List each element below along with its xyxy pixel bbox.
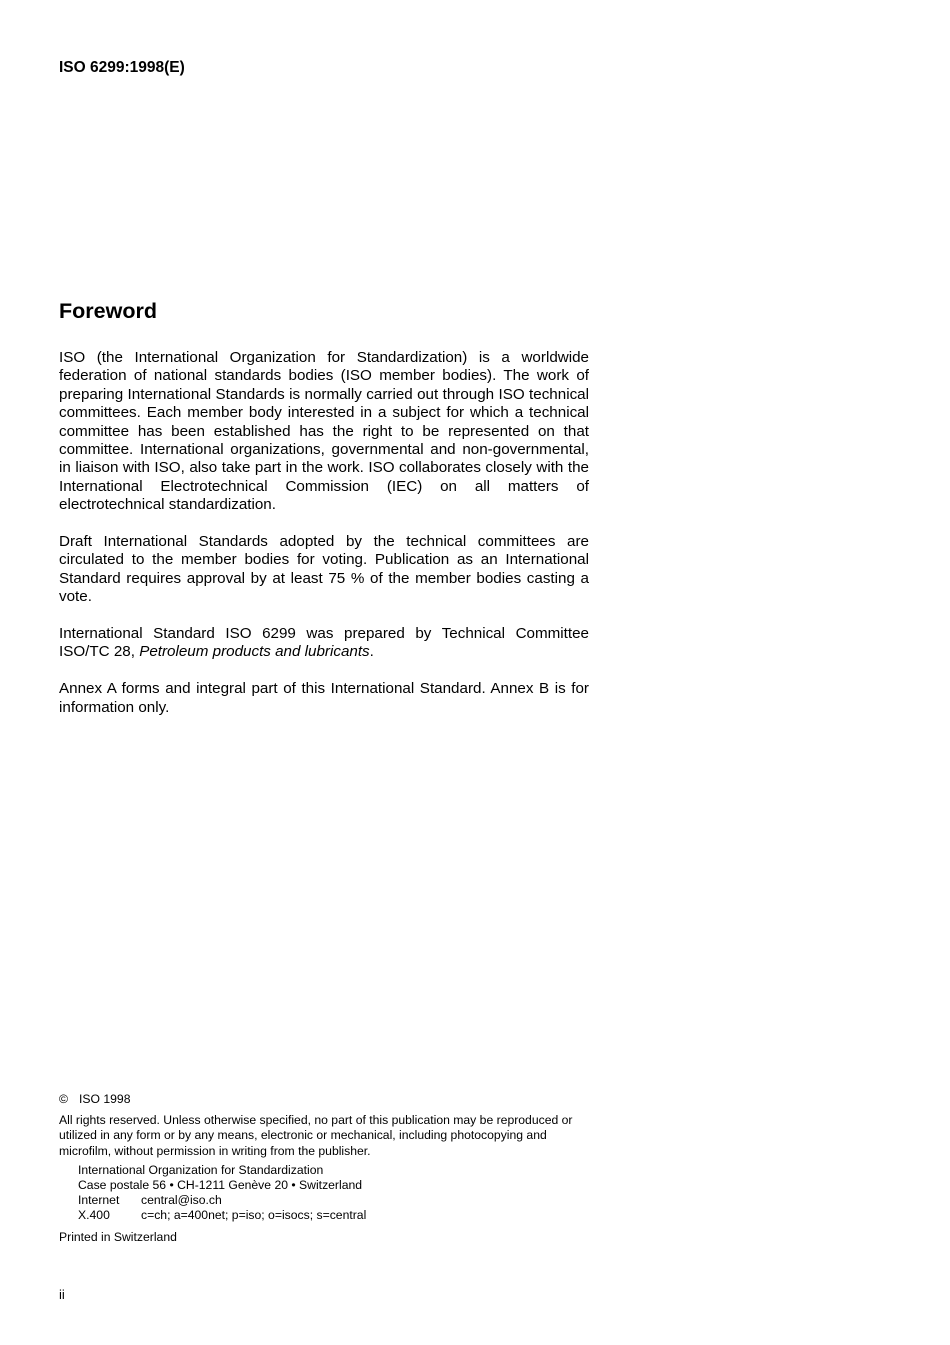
rights-notice: All rights reserved. Unless otherwise specified, no part of this publication may be reproduced or utilized in any form or by any means, electronic or mechanical, including photocopying and microfilm, without permission in writing from the publisher.	[59, 1113, 573, 1158]
foreword-paragraph-3	[59, 625, 589, 662]
copyright-line	[59, 1092, 591, 1107]
copyright-text: ISO 1998	[79, 1092, 131, 1106]
postal-address: Case postale 56 • CH-1211 Genève 20 • Switzerland	[78, 1178, 363, 1193]
printed-location: Printed in Switzerland	[59, 1229, 177, 1244]
x400-value: c=ch; a=400net; p=iso; o=isocs; s=central	[141, 1208, 367, 1223]
foreword-paragraph-4: Annex A forms and integral part of this International Standard. Annex B is for information only.	[59, 680, 589, 716]
foreword-paragraph-2: Draft International Standards adopted by the technical committees are circulated to the member bodies for voting. Publication as an International Standard requires approval by at least 75 % of the member bodies casting a vote.	[59, 533, 589, 606]
foreword-body	[59, 349, 589, 735]
copyright-block	[59, 1092, 591, 1245]
copyright-icon: ©	[59, 1092, 68, 1106]
paragraph-3-suffix: .	[369, 643, 374, 661]
committee-title: Petroleum products and lubricants	[139, 643, 370, 661]
publisher-address	[78, 1163, 591, 1224]
foreword-paragraph-1: ISO (the International Organization for Standardization) is a worldwide federation of national standards bodies (ISO member bodies). The work of preparing International Standards is normally carried out through ISO technical committees. Each member body interested in a subject for which a technical committee has been established has the right to be represented on that committee. International organizations, governmental and non-governmental, in liaison with ISO, also take part in the work. ISO collaborates closely with the International Electrotechnical Commission (IEC) on all matters of electrotechnical standardization.	[59, 349, 589, 514]
x400-label: X.400	[78, 1208, 110, 1223]
org-name: International Organization for Standardization	[78, 1162, 324, 1177]
page-number: ii	[59, 1287, 65, 1302]
internet-value: central@iso.ch	[141, 1193, 222, 1208]
internet-row	[78, 1193, 591, 1208]
section-title: Foreword	[59, 299, 157, 323]
document-id: ISO 6299:1998(E)	[59, 59, 185, 76]
x400-row	[78, 1208, 591, 1223]
paragraph-3-prefix: International Standard ISO 6299 was prepared by Technical Committee ISO/TC 28,	[59, 625, 589, 661]
internet-label: Internet	[78, 1193, 120, 1208]
